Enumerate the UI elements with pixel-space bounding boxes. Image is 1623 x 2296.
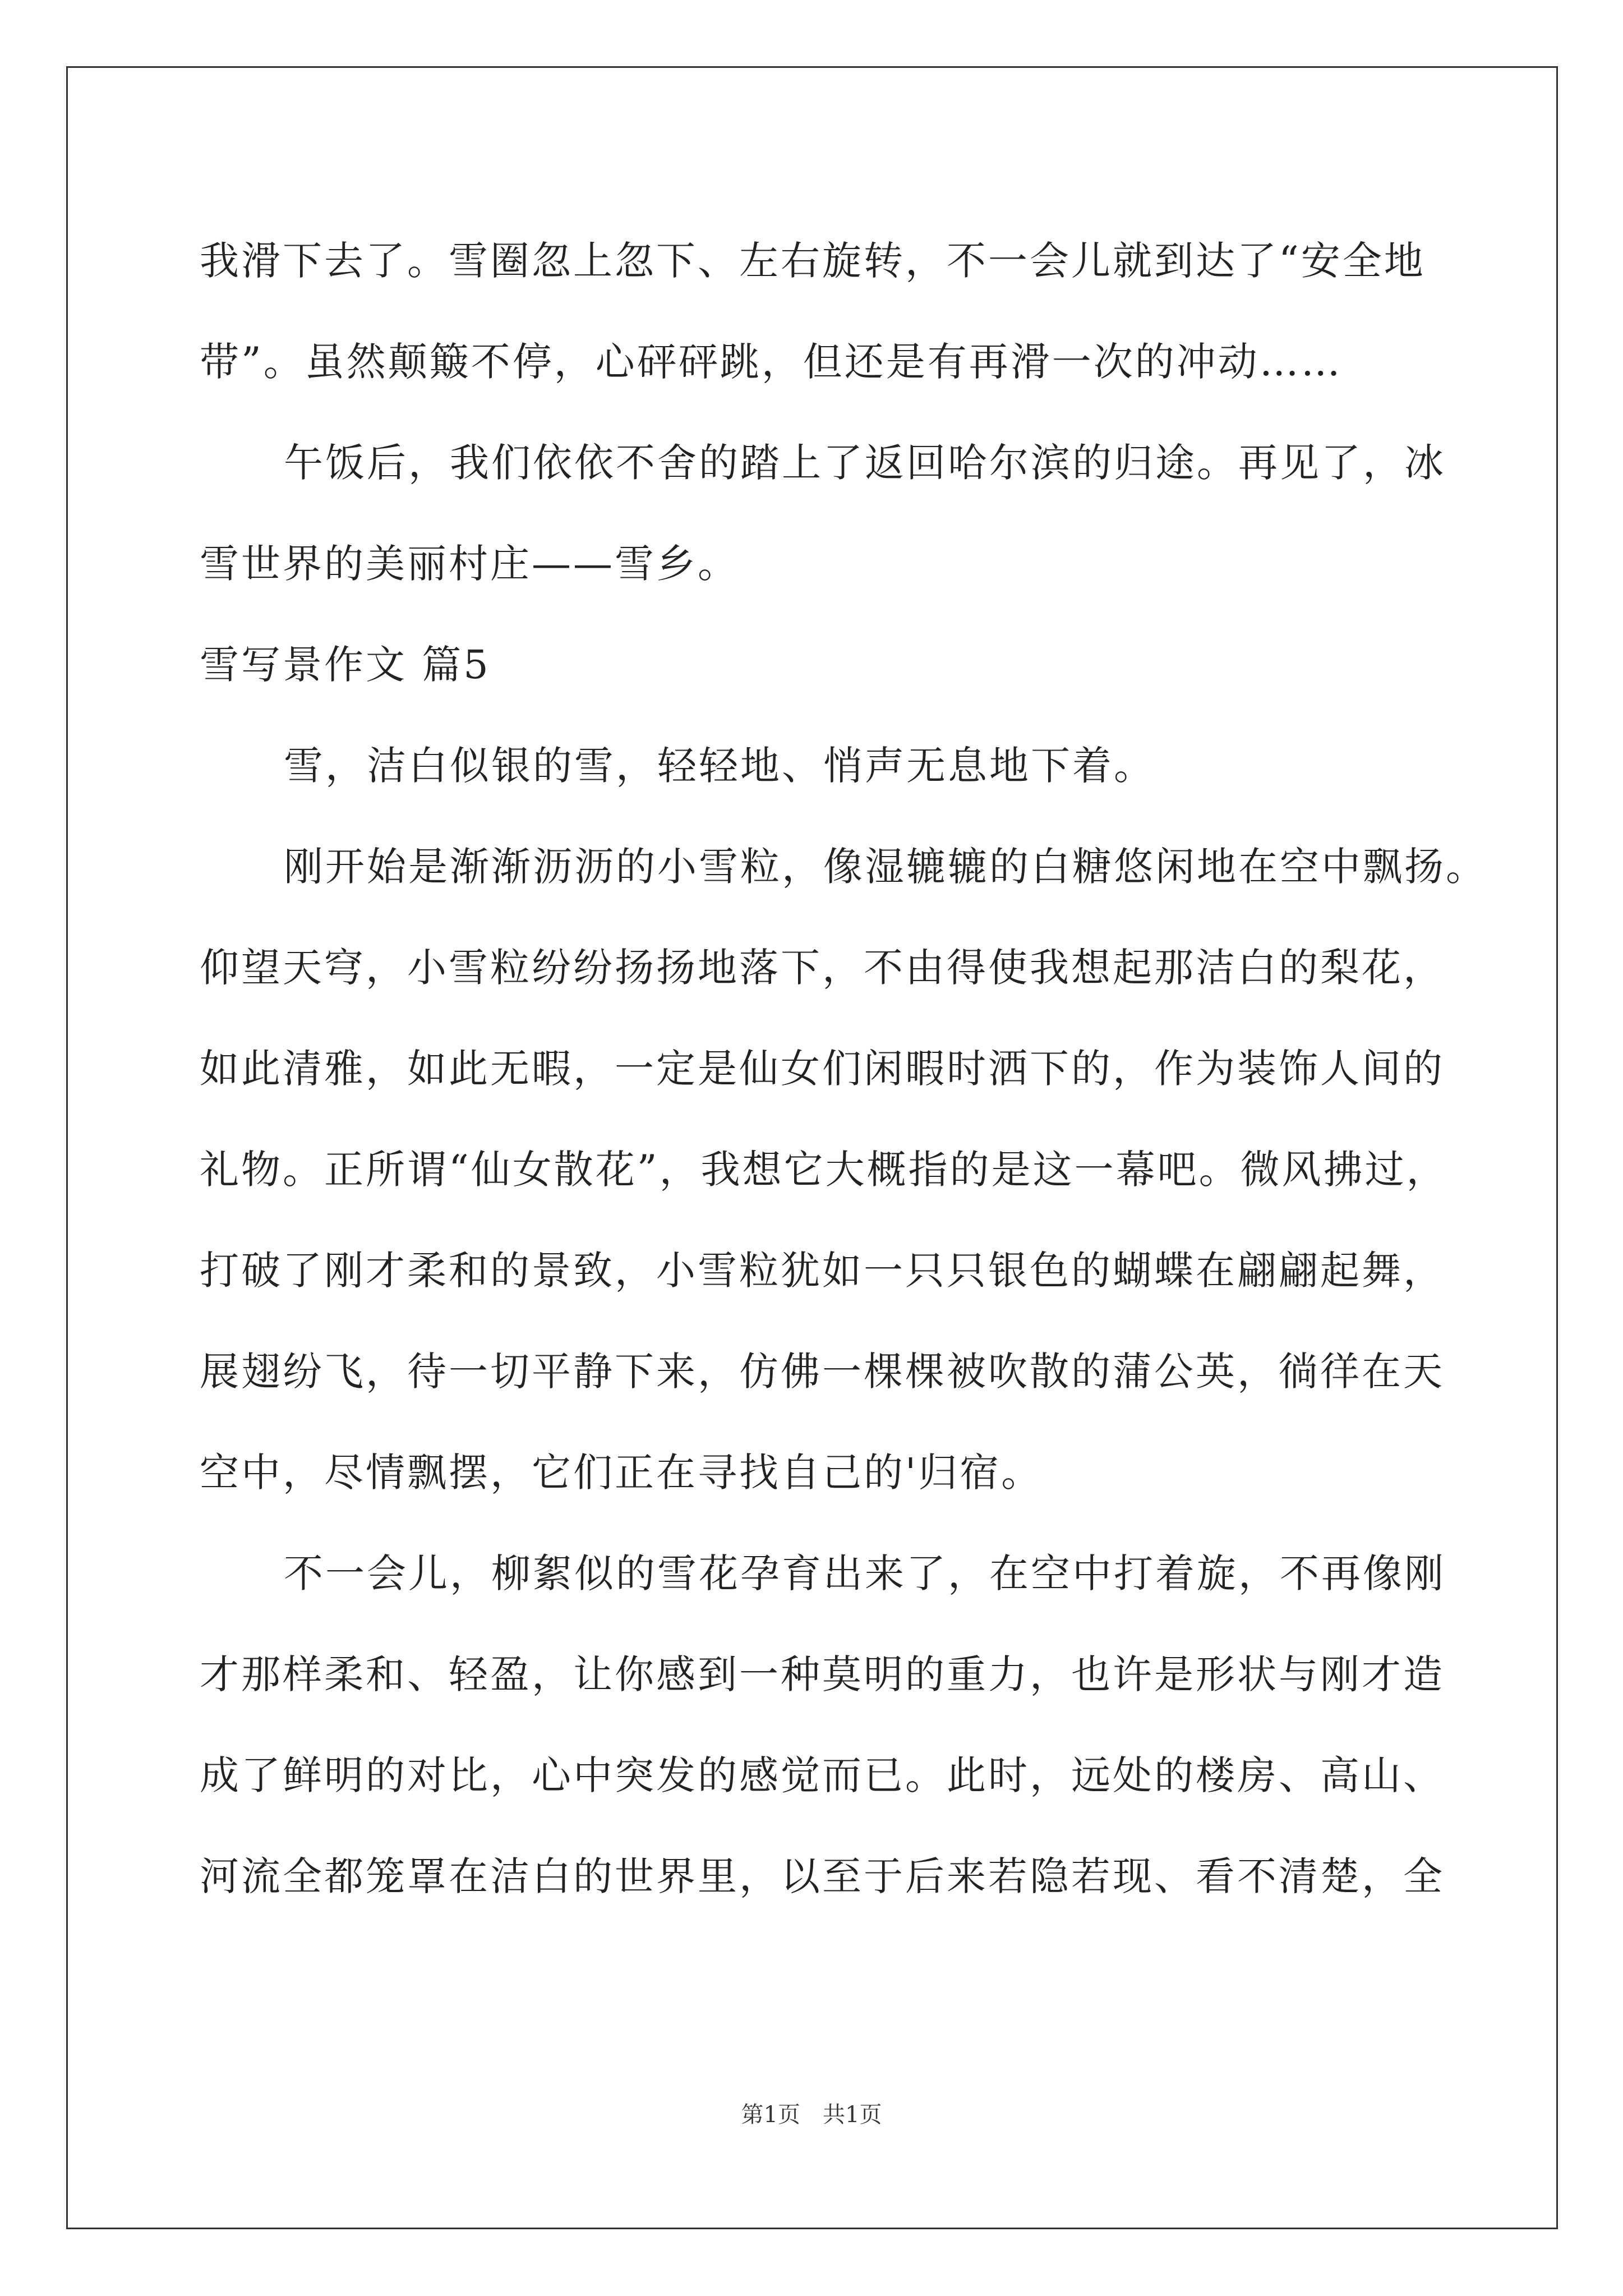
text-line: 成了鲜明的对比，心中突发的感觉而已。此时，远处的楼房、高山、 [200,1752,1445,1798]
text-line: 打破了刚才柔和的景致，小雪粒犹如一只只银色的蝴蝶在翩翩起舞， [200,1248,1445,1294]
text-line: 如此清雅，如此无暇，一定是仙女们闲暇时洒下的，作为装饰人间的 [200,1046,1445,1092]
document-body [200,210,1487,1927]
text-line: 仰望天穹，小雪粒纷纷扬扬地落下，不由得使我想起那洁白的梨花， [200,945,1445,991]
text-line: 空中，尽情飘摆，它们正在寻找自己的'归宿。 [200,1450,1043,1496]
text-line: 刚开始是渐渐沥沥的小雪粒，像湿辘辘的白糖悠闲地在空中飘扬。 [284,844,1487,890]
text-line: 河流全都笼罩在洁白的世界里，以至于后来若隐若现、看不清楚，全 [200,1853,1445,1899]
section-heading: 雪写景作文 篇5 [200,642,491,688]
text-line: 我滑下去了。雪圈忽上忽下、左右旋转，不一会儿就到达了“安全地 [200,238,1426,284]
text-line: 带”。虽然颠簸不停，心砰砰跳，但还是有再滑一次的冲动…… [200,339,1343,385]
text-line: 不一会儿，柳絮似的雪花孕育出来了，在空中打着旋，不再像刚 [284,1550,1446,1596]
page-number-current: 第1页 [741,2102,800,2128]
page-number-total: 共1页 [823,2102,882,2128]
text-line: 雪世界的美丽村庄——雪乡。 [200,541,739,587]
text-line: 礼物。正所谓“仙女散花”，我想它大概指的是这一幕吧。微风拂过， [200,1147,1448,1193]
page-footer [0,2098,1623,2132]
text-line: 雪，洁白似银的雪，轻轻地、悄声无息地下着。 [284,743,1155,789]
text-line: 展翅纷飞，待一切平静下来，仿佛一棵棵被吹散的蒲公英，徜徉在天 [200,1349,1445,1395]
text-line: 午饭后，我们依依不舍的踏上了返回哈尔滨的归途。再见了，冰 [284,440,1446,486]
text-line: 才那样柔和、轻盈，让你感到一种莫明的重力，也许是形状与刚才造 [200,1651,1445,1697]
